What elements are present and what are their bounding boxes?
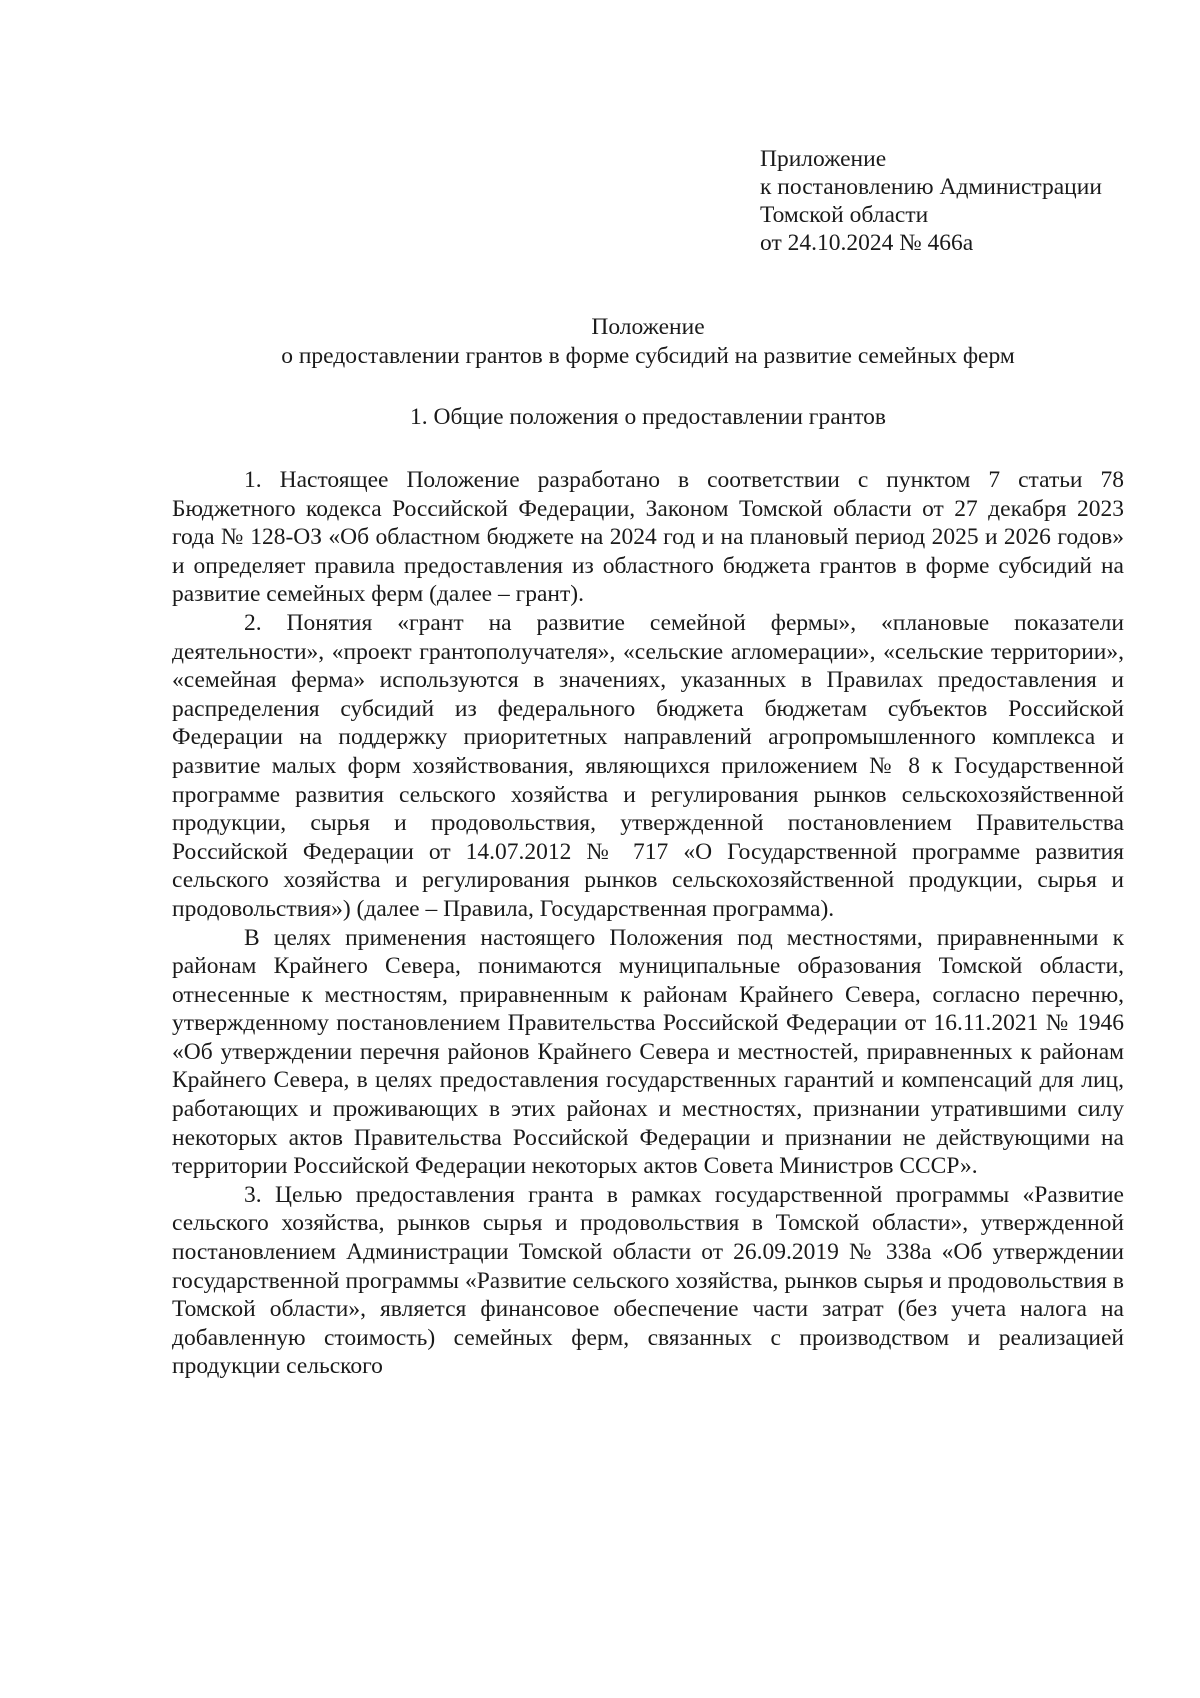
document-title: Положение xyxy=(591,314,705,340)
section-heading: 1. Общие положения о предоставлении грантов xyxy=(409,404,887,430)
approval-line-resolution: к постановлению Администрации xyxy=(760,174,1102,200)
approval-line-appendix: Приложение xyxy=(760,146,887,172)
approval-block xyxy=(760,145,1180,257)
paragraph-2-continued: В целях применения настоящего Положения под местностями, приравненными к районам Крайнего Севера, понимаются муниципальные образования Томской области, отнесенные к местностям, приравненным к районам Крайнего Севера, согласно перечню, утвержденному постановлением Правительства Российской Федерации от 16.11.2021 № 1946 «Об утверждении перечня районов Крайнего Севера и местностей, приравненных к районам Крайнего Севера, в целях предоставления государственных гарантий и компенсаций для лиц, работающих и проживающих в этих районах и местностях, признании утратившими силу некоторых актов Правительства Российской Федерации и признании не действующими на территории Российской Федерации некоторых актов Совета Министров СССР». xyxy=(172,924,1124,1180)
document-body xyxy=(172,466,1124,1381)
document-subtitle: о предоставлении грантов в форме субсидий на развитие семейных ферм xyxy=(281,343,1015,369)
approval-line-date-number: от 24.10.2024 № 466а xyxy=(760,230,974,256)
paragraph-2: 2. Понятия «грант на развитие семейной фермы», «плановые показатели деятельности», «проект грантополучателя», «сельские агломерации», «сельские территории», «семейная ферма» используются в значениях, указанных в Правилах предоставления и распределения субсидий из федерального бюджета бюджетам субъектов Российской Федерации на поддержку приоритетных направлений агропромышленного комплекса и развитие малых форм хозяйствования, являющихся приложением № 8 к Государственной программе развития сельского хозяйства и регулирования рынков сельскохозяйственной продукции, сырья и продовольствия, утвержденной постановлением Правительства Российской Федерации от 14.07.2012 № 717 «О Государственной программе развития сельского хозяйства и регулирования рынков сельскохозяйственной продукции, сырья и продовольствия») (далее – Правила, Государственная программа). xyxy=(172,609,1124,922)
paragraph-3: 3. Целью предоставления гранта в рамках государственной программы «Развитие сельского хозяйства, рынков сырья и продовольствия в Томской области», утвержденной постановлением Администрации Томской области от 26.09.2019 № 338а «Об утверждении государственной программы «Развитие сельского хозяйства, рынков сырья и продовольствия в Томской области», является финансовое обеспечение части затрат (без учета налога на добавленную стоимость) семейных ферм, связанных с производством и реализацией продукции сельского xyxy=(172,1181,1124,1380)
paragraph-1: 1. Настоящее Положение разработано в соответствии с пунктом 7 статьи 78 Бюджетного кодекса Российской Федерации, Законом Томской области от 27 декабря 2023 года № 128-ОЗ «Об областном бюджете на 2024 год и на плановый период 2025 и 2026 годов» и определяет правила предоставления из областного бюджета грантов в форме субсидий на развитие семейных ферм (далее – грант). xyxy=(172,467,1124,608)
approval-line-region: Томской области xyxy=(760,202,929,228)
